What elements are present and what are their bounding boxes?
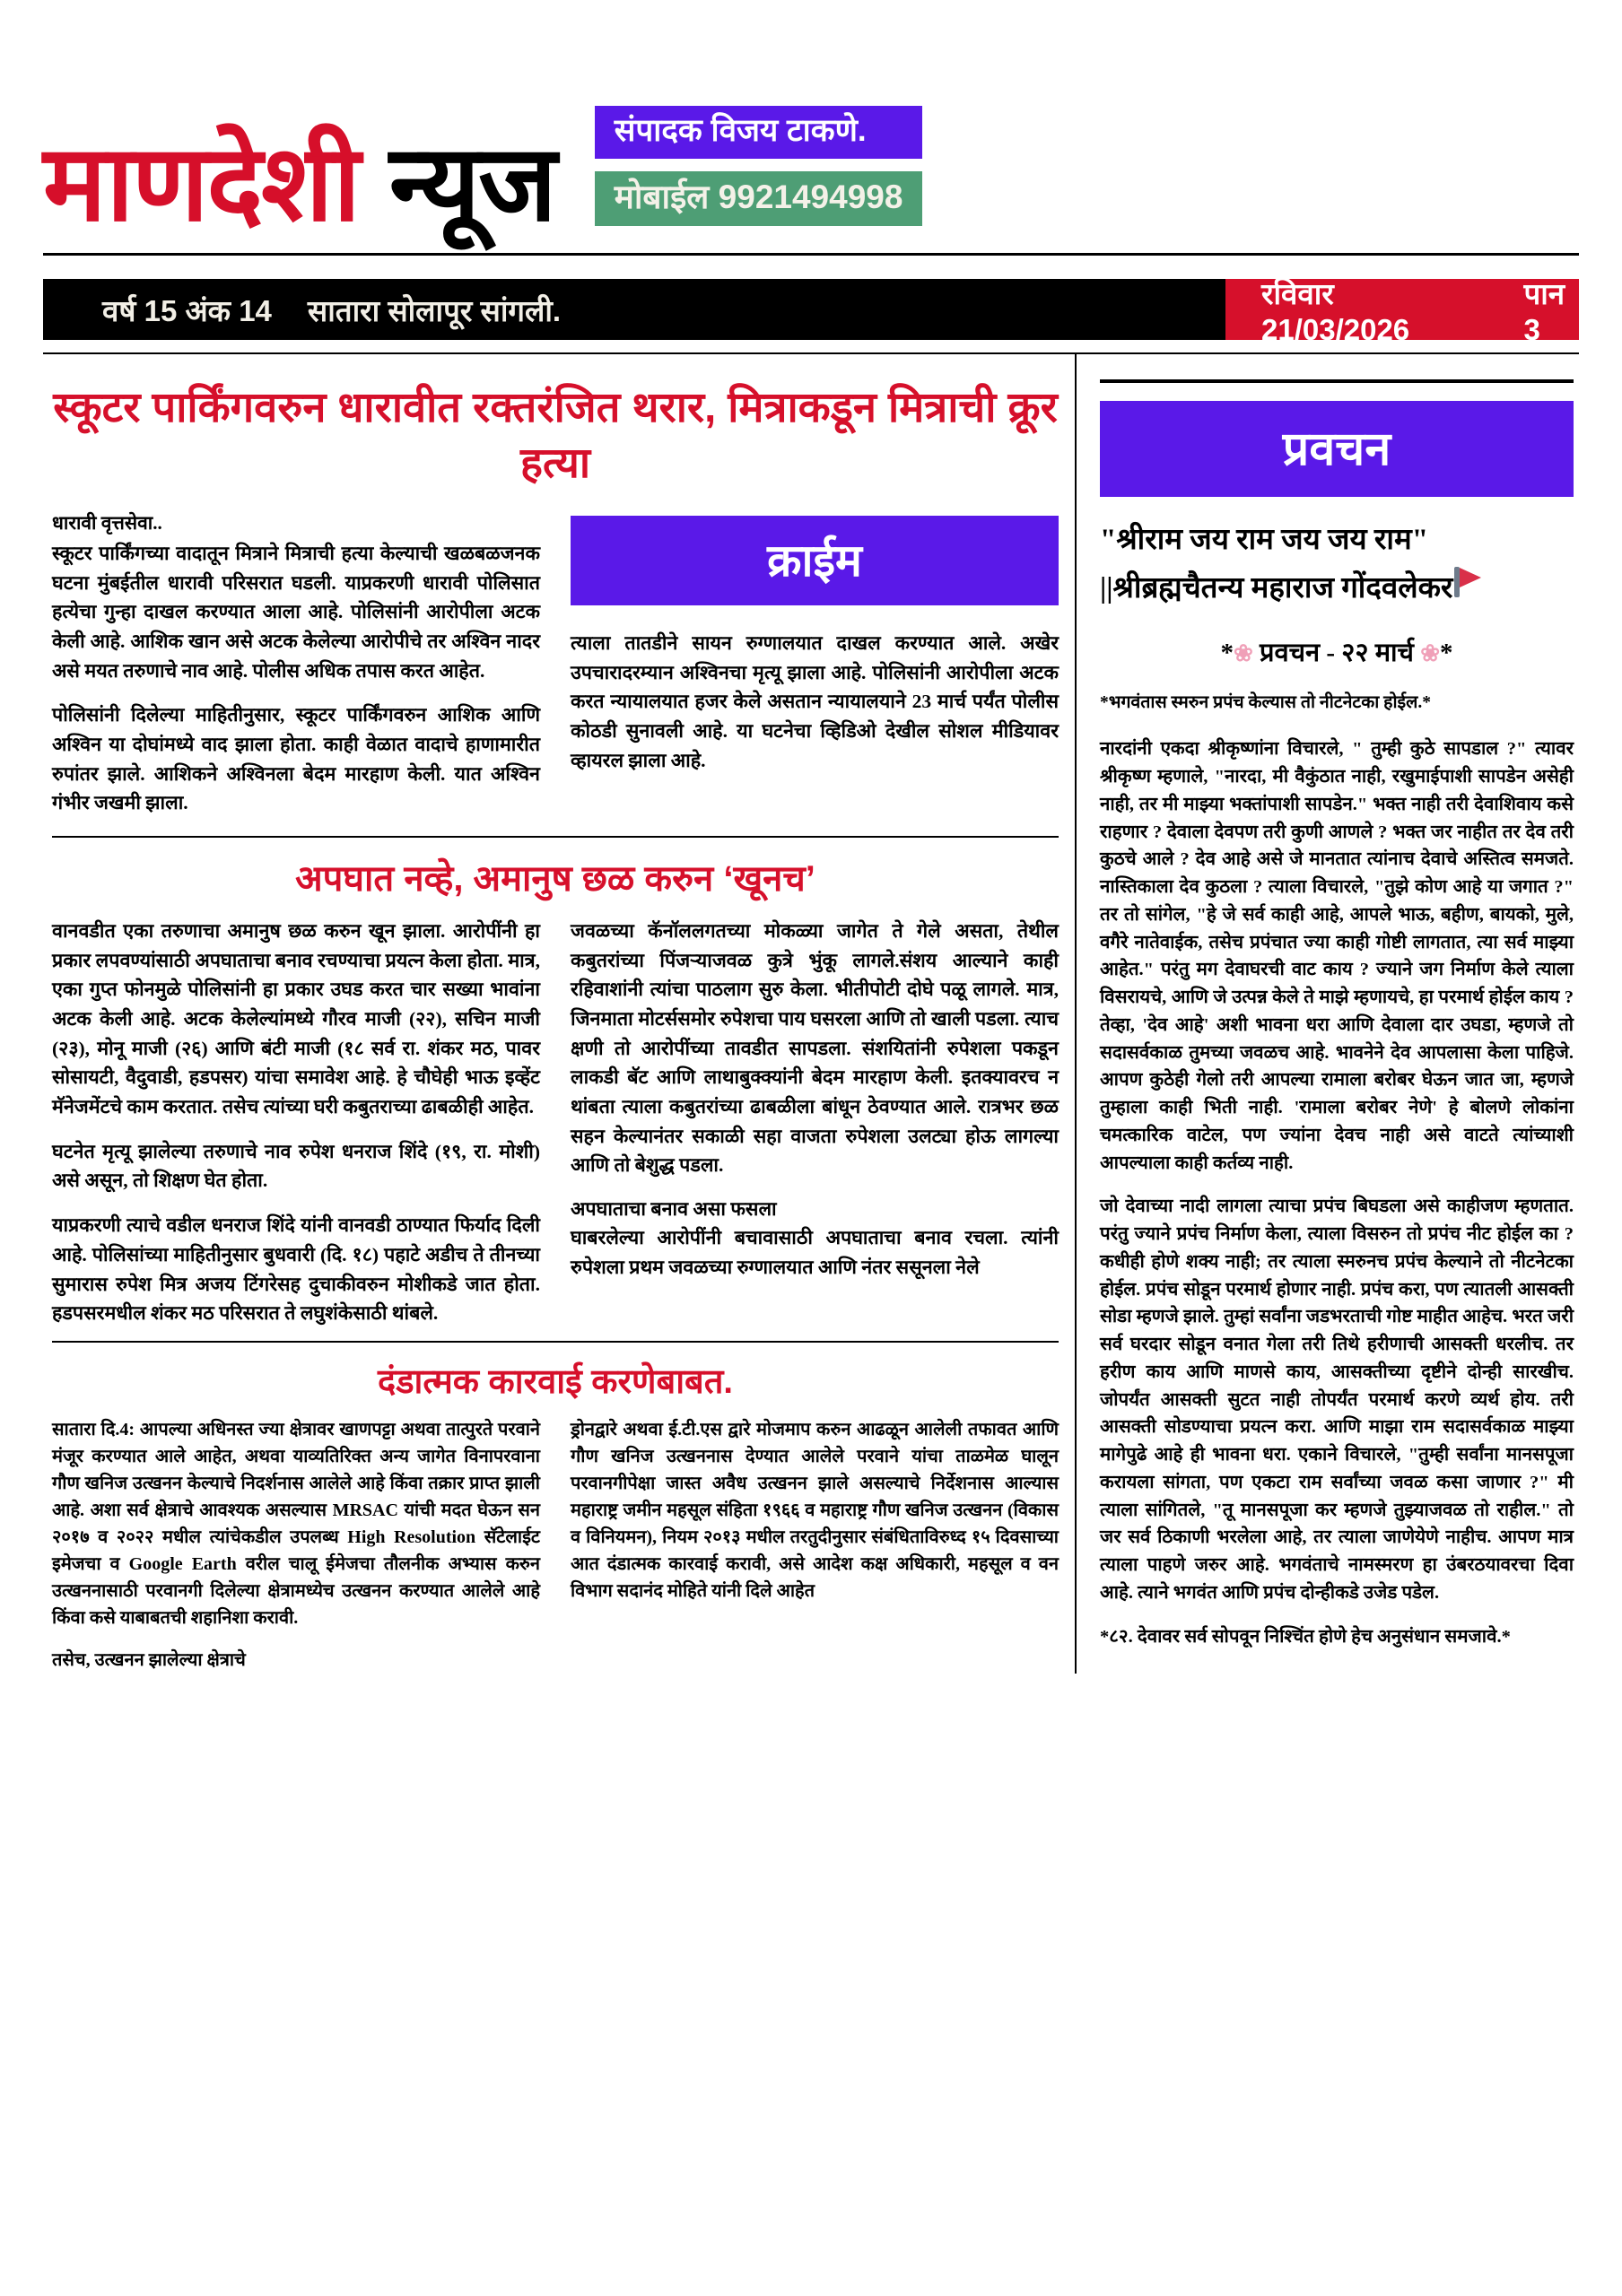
second-paragraph: जवळच्या कॅनॉललगतच्या मोकळ्या जागेत ते गेले असता, तेथील कबुतरांच्या पिंजऱ्याजवळ कुत्रे भुंकू लागले.संशय आल्याने काही रहिवाशांनी त्यांचा पाठलाग सुरु केला. भीतीपोटी दोघे पळू लागले. मात्र, जिनमाता मोटर्ससमोर रुपेशचा पाय घसरला आणि तो खाली पडला. त्याच क्षणी तो आरोपींच्या तावडीत सापडला. संशयितांनी रुपेशला पकडून लाकडी बॅट आणि लाथाबुक्क्यांनी बेदम मारहाण केली. इतक्यावरच न थांबता त्याला कबुतरांच्या ढाबळीला बांधून ठेवण्यात आले. रात्रभर छळ सहन केल्यानंतर सकाळी सहा वाजता रुपेशला उलट्या होऊ लागल्या आणि तो बेशुद्ध पडला. [571, 920, 1059, 1177]
info-bar-right [1225, 276, 1579, 346]
story-divider [52, 1341, 1059, 1343]
page-body [43, 352, 1579, 1674]
second-subheading: अपघाताचा बनाव असा फसला [571, 1198, 777, 1221]
lead-story [52, 379, 1059, 818]
second-story [52, 857, 1059, 1328]
lead-byline: धारावी वृत्तसेवा.. [52, 512, 162, 535]
info-bar-left [43, 279, 1225, 340]
third-paragraph: सातारा दि.4: आपल्या अधिनस्त ज्या क्षेत्रावर खाणपट्टा अथवा तात्पुरते परवाने मंजूर करण्यात आले आहेत, अथवा याव्यतिरिक्त अन्य जागेत विनापरवाना गौण खनिज उत्खनन केल्याचे निदर्शनास आलेले आहे किंवा तक्रार प्राप्त झाली आहे. अशा सर्व क्षेत्राचे आवश्यक असल्यास MRSAC यांची मदत घेऊन सन २०१७ व २०२२ मधील त्यांचेकडील उपलब्ध High Resolution सॅटेलाईट इमेजचा व Google Earth वरील चालू ईमेजचा तौलनीक अभ्यास करुन उत्खननासाठी परवानगी दिलेल्या क्षेत्रामध्येच उत्खनन करण्यात आलेले आहे किंवा कसे याबाबतची शहानिशा करावी. [52, 1419, 540, 1628]
sidebar-footer-note: *८२. देवावर सर्व सोपवून निश्चिंत होणे हेच अनुसंधान समजावे.* [1100, 1626, 1511, 1647]
editor-badge: संपादक विजय टाकणे. [595, 106, 923, 159]
lead-column-1 [52, 510, 540, 818]
sidebar-paragraph: जो देवाच्या नादी लागला त्याचा प्रपंच बिघडला असे काहीजण म्हणतात. परंतु ज्याने प्रपंच निर्माण केला, त्याला विसरुन तो प्रपंच नीट होईल का ? कधीही होणे शक्य नाही; तर त्याला स्मरुनच प्रपंच केल्याने तो नीटनेटका होईल. प्रपंच सोडून परमार्थ होणार नाही. प्रपंच करा, पण त्यातली आसक्ती सोडा म्हणजे झाले. तुम्हां सर्वांना जडभरताची गोष्ट माहीत आहेच. भरत जरी सर्व घरदार सोडून वनात गेला तरी तिथे हरीणाची आसक्ती धरलीच. तर हरीण काय आणि माणसे काय, आसक्तीच्या दृष्टीने दोन्ही सारखीच. जोपर्यंत आसक्ती सुटत नाही तोपर्यंत परमार्थ करणे व्यर्थ होय. तरी आसक्ती सोडण्याचा प्रयत्न करा. आणि माझा राम सदासर्वकाळ माझ्या मागेपुढे आहे ही भावना धरा. एकाने विचारले, "तुम्ही सर्वांना मानसपूजा करायला सांगता, पण एकटा राम सर्वांच्या जवळ कसा जाणार ?" मी त्याला सांगितले, "तू मानसपूजा कर म्हणजे तुझ्याजवळ तो राहील." तो जर सर्व ठिकाणी भरलेला आहे, तर त्याला जाणेयेणे नाहीच. आपण मात्र त्याला पाहणे जरुर आहे. भगवंताचे नामस्मरण हा उंबरठयावरचा दिवा आहे. त्याने भगवंत आणि प्रपंच दोन्हीकडे उजेड पडेल. [1100, 1196, 1574, 1603]
crime-section-badge: क्राईम [571, 516, 1059, 605]
masthead-title-part1: माणदेशी [43, 125, 359, 244]
page-number: पान 3 [1523, 276, 1565, 346]
masthead-title-part2: न्यूज [388, 125, 555, 244]
region-label: सातारा सोलापूर सांगली. [307, 293, 562, 327]
third-headline: दंडात्मक कारवाई करणेबाबत. [378, 1362, 733, 1401]
second-paragraph: घटनेत मृत्यू झालेल्या तरुणाचे नाव रुपेश धनराज शिंदे (१९, रा. मोशी) असे असून, तो शिक्षण घेत होता. [52, 1140, 540, 1192]
pravachan-date-line [1100, 634, 1574, 669]
masthead-info [595, 106, 923, 233]
sidebar-author: ||श्रीब्रह्मचैतन्य महाराज गोंदवलेकर [1100, 571, 1453, 604]
third-column-2 [571, 1416, 1059, 1674]
flower-icon-left: ❀ [1233, 640, 1253, 666]
publication-date: रविवार 21/03/2026 [1261, 276, 1410, 346]
main-content-column [43, 354, 1077, 1674]
flower-icon-right: ❀ [1420, 640, 1441, 666]
second-paragraph: याप्रकरणी त्याचे वडील धनराज शिंदे यांनी वानवडी ठाण्यात फिर्याद दिली आहे. पोलिसांच्या माहितीनुसार बुधवारी (दि. १८) पहाटे अडीच ते तीनच्या सुमारास रुपेश मित्र अजय टिंगरेसह दुचाकीवरुन मोशीकडे जात होता. हडपसरमधील शंकर मठ परिसरात ते लघुशंकेसाठी थांबले. [52, 1214, 540, 1325]
lead-paragraph: पोलिसांनी दिलेल्या माहितीनुसार, स्कूटर पार्किंगवरुन आशिक आणि अश्विन या दोघांमध्ये वाद झाला होता. काही वेळात वादाचे हाणामारीत रुपांतर झाले. आशिकने अश्विनला बेदम मारहाण केली. यात अश्विन गंभीर जखमी झाला. [52, 704, 540, 814]
lead-paragraph: त्याला तातडीने सायन रुग्णालयात दाखल करण्यात आले. अखेर उपचारादरम्यान अश्विनचा मृत्यू झाला आहे. पोलिसांनी आरोपीला अटक करत न्यायालयात हजर केले असतान न्यायालयाने 23 मार्च पर्यंत पोलीस कोठडी सुनावली आहे. या घटनेचा व्हिडिओ देखील सोशल मीडियावर व्हायरल झाला आहे. [571, 632, 1059, 771]
third-paragraph: ड्रोनद्वारे अथवा ई.टी.एस द्वारे मोजमाप करुन आढळून आलेली तफावत आणि गौण खनिज उत्खननास देण्यात आलेले परवाने यांचा ताळमेळ घालून परवानगीपेक्षा जास्त अवैध उत्खनन झाले असल्याचे निर्देशनास आल्यास महाराष्ट्र जमीन महसूल संहिता १९६६ व महाराष्ट्र गौण खनिज उत्खनन (विकास व विनियमन), नियम २०१३ मधील तरतुदीनुसार संबंधिताविरुध्द १५ दिवसाच्या आत दंडात्मक कारवाई करावी, असे आदेश कक्ष अधिकारी, महसूल व वन विभाग सदानंद मोहिते यांनी दिले आहेत [571, 1419, 1059, 1601]
story-divider [52, 836, 1059, 838]
sidebar-column [1077, 354, 1579, 1674]
pravachan-badge: प्रवचन [1100, 401, 1574, 497]
masthead-title [43, 125, 555, 244]
info-bar [43, 276, 1579, 346]
second-column-2 [571, 917, 1059, 1328]
asterisk-right: * [1440, 639, 1453, 667]
masthead-divider [43, 253, 1579, 256]
flag-icon [1454, 567, 1481, 597]
mobile-badge: मोबाईल 9921494998 [595, 171, 923, 226]
sidebar-top-rule [1100, 379, 1574, 383]
masthead [43, 0, 1579, 244]
sidebar-quote: "श्रीराम जय राम जय जय राम" [1100, 524, 1429, 556]
sidebar-note: *भगवंतास स्मरुन प्रपंच केल्यास तो नीटनेटका होईल.* [1100, 693, 1431, 712]
third-story [52, 1357, 1059, 1674]
asterisk-left: * [1220, 639, 1234, 667]
lead-headline: स्कूटर पार्किंगवरुन धारावीत रक्तरंजित थरार, मित्राकडून मित्राची क्रूर हत्या [53, 383, 1058, 487]
sidebar-author-line [1100, 567, 1574, 612]
second-headline: अपघात नव्हे, अमानुष छळ करुन ‘खूनच’ [295, 859, 815, 900]
volume-issue: वर्ष 15 अंक 14 [102, 293, 272, 327]
second-paragraph: वानवडीत एका तरुणाचा अमानुष छळ करुन खून झाला. आरोपींनी हा प्रकार लपवण्यांसाठी अपघाताचा बनाव रचण्याचा प्रयत्न केला होता. मात्र, एका गुप्त फोनमुळे पोलिसांनी हा प्रकार उघड करत चार सख्या भावांना अटक केली आहे. अटक केलेल्यांमध्ये गौरव माजी (२२), सचिन माजी (२३), मोनू माजी (२६) आणि बंटी माजी (१८ सर्व रा. शंकर मठ, पावर सोसायटी, वैदुवाडी, हडपसर) यांचा समावेश आहे. हे चौघेही भाऊ इव्हेंट मॅनेजमेंटचे काम करतात. तसेच त्यांच्या घरी कबुतराच्या ढाबळीही आहेत. [52, 920, 540, 1118]
second-column-1 [52, 917, 540, 1328]
pravachan-date: प्रवचन - २२ मार्च [1260, 639, 1414, 667]
third-column-1 [52, 1416, 540, 1674]
sidebar-paragraph: नारदांनी एकदा श्रीकृष्णांना विचारले, " तुम्ही कुठे सापडाल ?" त्यावर श्रीकृष्ण म्हणाले, "नारदा, मी वैकुंठात नाही, रखुमाईपाशी सापडेन असेही नाही, तर मी माझ्या भक्तांपाशी सापडेन." भक्त नाही तरी देवाशिवाय कसे राहणार ? देवाला देवपण तरी कुणी आणले ? भक्त जर नाहीत तर देव तरी कुठचे आले ? देव आहे असे जे मानतात त्यांनाच देवाचे अस्तित्व समजते. नास्तिकाला देव कुठला ? त्याला विचारले, "तुझे कोण आहे या जगात ?" तर तो सांगेल, "हे जे सर्व काही आहे, आपले भाऊ, बहीण, बायको, मुले, वगैरे नातेवाईक, तसेच प्रपंचात ज्या काही गोष्टी लागतात, त्या सर्व माझ्या आहेत." परंतु मग देवाघरची वाट काय ? ज्याने जग निर्माण केले त्याला विसरायचे, आणि जे उत्पन्न केले ते माझे म्हणायचे, हा परमार्थ होईल काय ? तेव्हा, 'देव आहे' अशी भावना धरा आणि देवाला दार उघडा, म्हणजे तो सदासर्वकाळ तुमच्या जवळच आहे. भावनेने देव आपलासा केला पाहिजे. आपण कुठेही गेलो तरी आपल्या रामाला बरोबर घेऊन जात जा, म्हणजे तुम्हाला काही भिती नाही. 'रामाला बरोबर नेणे' हे बोलणे लोकांना चमत्कारिक वाटेल, पण ज्यांना देवच नाही असे वाटते त्यांच्याशी आपल्याला काही कर्तव्य नाही. [1100, 739, 1574, 1173]
lead-paragraph: स्कूटर पार्किंगच्या वादातून मित्राने मित्राची हत्या केल्याची खळबळजनक घटना मुंबईतील धारावी परिसरात घडली. याप्रकरणी धारावी पोलिसात हत्येचा गुन्हा दाखल करण्यात आला आहे. पोलिसांनी आरोपीला अटक केली आहे. आशिक खान असे अटक केलेल्या आरोपीचे तर अश्विन नादर असे मयत तरुणाचे नाव आहे. पोलीस अधिक तपास करत आहेत. [52, 543, 540, 682]
third-paragraph: तसेच, उत्खनन झालेल्या क्षेत्राचे [52, 1649, 246, 1670]
lead-column-2 [571, 510, 1059, 818]
second-paragraph: घाबरलेल्या आरोपींनी बचावासाठी अपघाताचा बनाव रचला. त्यांनी रुपेशला प्रथम जवळच्या रुग्णालयात आणि नंतर ससूनला नेले [571, 1227, 1059, 1278]
